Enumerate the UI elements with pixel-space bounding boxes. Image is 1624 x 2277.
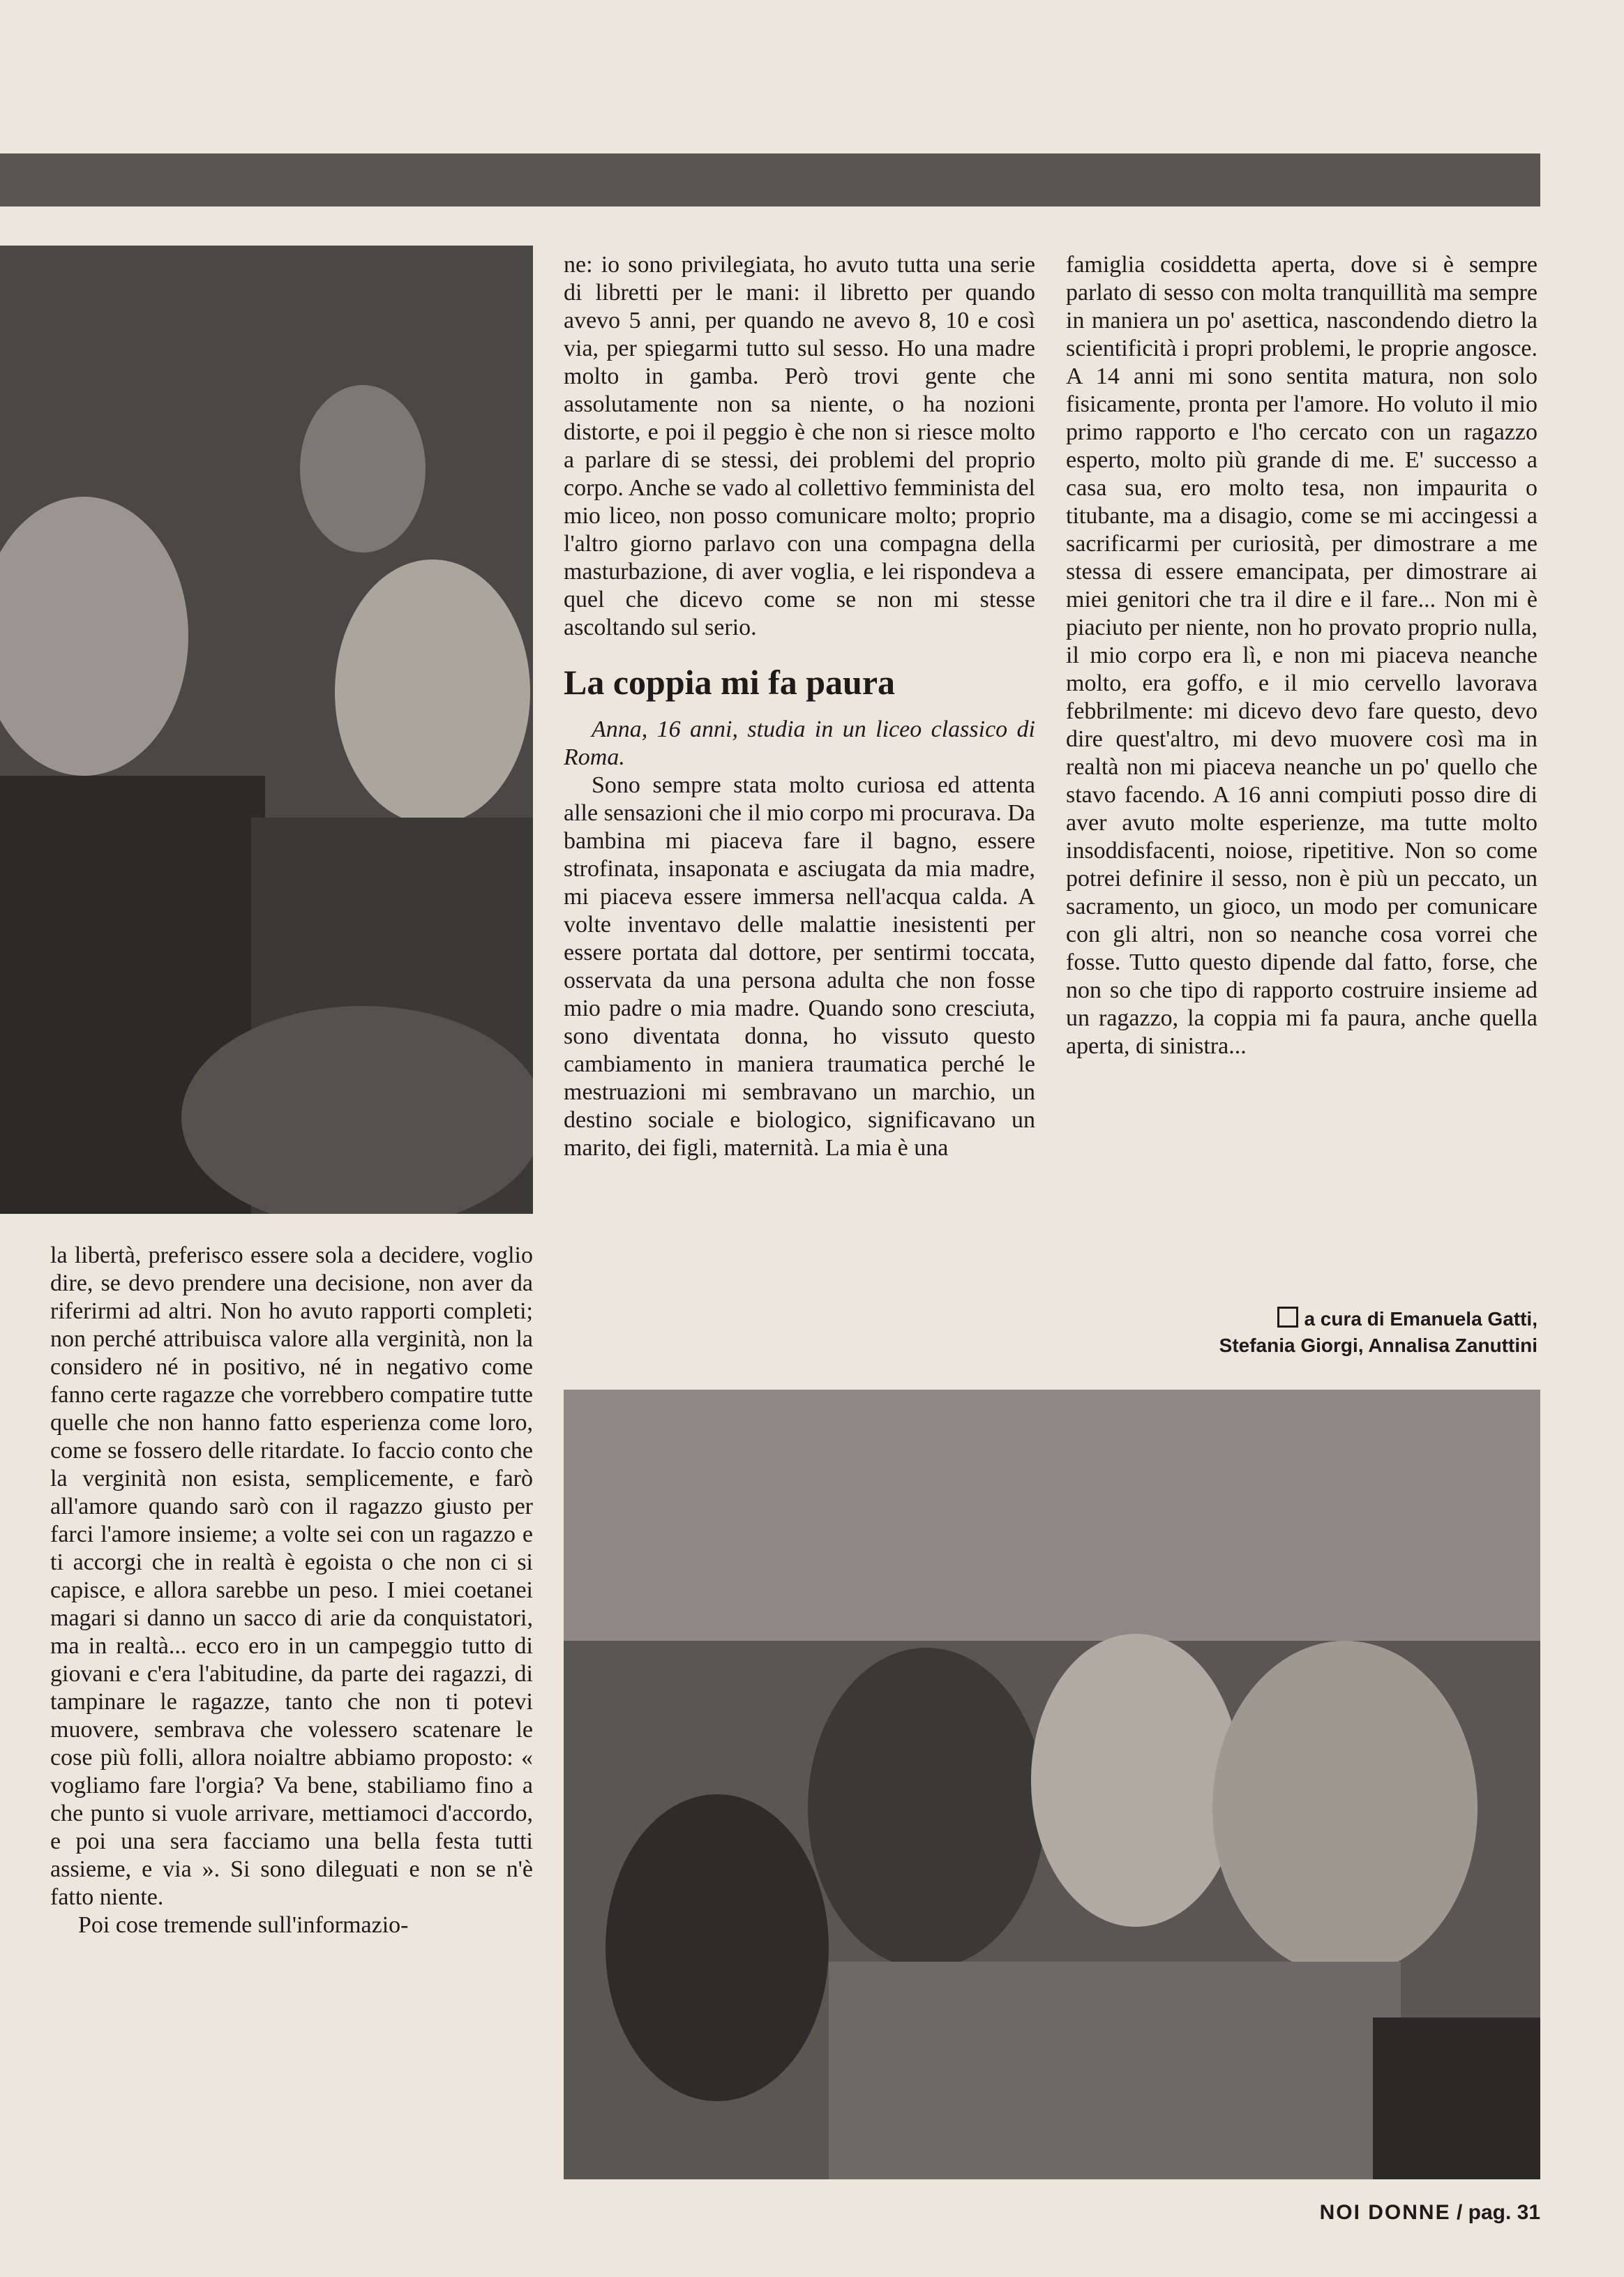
top-banner-bar xyxy=(0,153,1540,206)
photo-group-conversation xyxy=(564,1390,1540,2179)
column-1-paragraph-1: la libertà, preferisco essere sola a decidere, voglio dire, se devo prendere una decisione, non aver da riferirmi ad altri. Non ho avuto rapporti completi; non perché attribuisca valore alla verginità, non la considero né in positivo, né in negativo come fanno certe ragazze che vorrebbero compatire tutte quelle che non hanno fatto esperienza come loro, come se fossero delle ritardate. Io faccio conto che la verginità non esista, semplicemente, e farò all'amore quando sarò con il ragazzo giusto per farci l'amore insieme; a volte sei con un ragazzo e ti accorgi che in realtà è egoista o che non ci si capisce, e allora sarebbe un peso. I miei coetanei magari si danno un sacco di arie da conquistatori, ma in realtà... ecco ero in un campeggio tutto di giovani e c'era l'abitudine, da parte dei ragazzi, di tampinare le ragazze, tanto che non ti potevi muovere, sembrava che volessero scatenare le cose più folli, allora noialtre abbiamo proposto: « vogliamo fare l'orgia? Va bene, stabiliamo fino a che punto si vuole arrivare, mettiamoci d'accordo, e poi una sera facciamo una bella festa tutti assieme, e via ». Si sono dileguati e non se n'è fatto niente. xyxy=(50,1242,533,1910)
interviewee-intro: Anna, 16 anni, studia in un liceo classico di Roma. xyxy=(564,716,1035,770)
column-1-paragraph-2: Poi cose tremende sull'informazio- xyxy=(78,1912,409,1938)
square-bullet-icon xyxy=(1277,1307,1298,1328)
column-2 xyxy=(564,251,1035,1162)
photo-listening-youth xyxy=(0,246,533,1214)
page-footer xyxy=(1320,2199,1540,2227)
section-heading: La coppia mi fa paura xyxy=(564,663,896,702)
column-2-paragraph-2: Sono sempre stata molto curiosa ed attenta alle sensazioni che il mio corpo mi procurava. Da bambina mi piaceva fare il bagno, essere strofinata, insaponata e asciugata da mia madre, mi piaceva essere immersa nell'acqua calda. A volte inventavo delle malattie inesistenti per essere portata dal dottore, per sentirmi toccata, osservata da una persona adulta che non fosse mio padre o mia madre. Quando sono cresciuta, sono diventata donna, ho vissuto questo cambiamento in maniera traumatica perché le mestruazioni mi sembravano un marchio, un destino sociale e biologico, significavano un marito, dei figli, maternità. La mia è una xyxy=(564,772,1035,1161)
column-3 xyxy=(1066,251,1537,1060)
page-number: pag. 31 xyxy=(1468,2201,1540,2224)
magazine-logo: NOI DONNE xyxy=(1319,2201,1451,2224)
credits-line-1: a cura di Emanuela Gatti, xyxy=(1066,1306,1537,1332)
article-credits xyxy=(1066,1306,1537,1359)
footer-separator: / xyxy=(1456,2201,1463,2224)
column-1 xyxy=(50,1242,533,1939)
column-2-paragraph-1: ne: io sono privilegiata, ho avuto tutta una serie di libretti per le mani: il libretto per quando avevo 5 anni, per quando ne avevo 8, 10 e così via, per spiegarmi tutto sul sesso. Ho una madre molto in gamba. Però trovi gente che assolutamente non sa niente, o ha nozioni distorte, e poi il peggio è che non si riesce molto a parlare di se stessi, dei problemi del proprio corpo. Anche se vado al collettivo femminista del mio liceo, non posso comunicare molto; proprio l'altro giorno parlavo con una compagna della masturbazione, di aver voglia, e lei rispondeva a quel che dicevo come se non mi stesse ascoltando sul serio. xyxy=(564,252,1035,640)
column-3-paragraph-1: famiglia cosiddetta aperta, dove si è sempre parlato di sesso con molta tranquillità ma sempre in maniera un po' asettica, nascondendo dietro la scientificità i propri problemi, le proprie angosce. A 14 anni mi sono sentita matura, non solo fisicamente, pronta per l'amore. Ho voluto il mio primo rapporto e l'ho cercato con un ragazzo esperto, molto più grande di me. E' successo a casa sua, ero molto tesa, non impaurita o titubante, ma a disagio, come se mi accingessi a sacrificarmi per curiosità, per dimostrare a me stessa di essere emancipata, per dimostrare ai miei genitori che tra il dire e il fare... Non mi è piaciuto per niente, non ho provato proprio nulla, il mio corpo era lì, e non mi piaceva neanche molto, era goffo, e il mio cervello lavorava febbrilmente: mi dicevo devo fare questo, devo dire quest'altro, mi devo muovere così ma in realtà non mi piaceva neanche un po' quello che stavo facendo. A 16 anni compiuti posso dire di aver avuto molte esperienze, ma tutte molto insoddisfacenti, noiose, ripetitive. Non so come potrei definire il sesso, non è più un peccato, un sacramento, un gioco, un modo per comunicare con gli altri, non so neanche cosa vorrei che fosse. Tutto questo dipende dal fatto, forse, che non so che tipo di rapporto costruire insieme ad un ragazzo, la coppia mi fa paura, anche quella aperta, di sinistra... xyxy=(1066,252,1537,1059)
credits-line-2: Stefania Giorgi, Annalisa Zanuttini xyxy=(1219,1335,1537,1356)
